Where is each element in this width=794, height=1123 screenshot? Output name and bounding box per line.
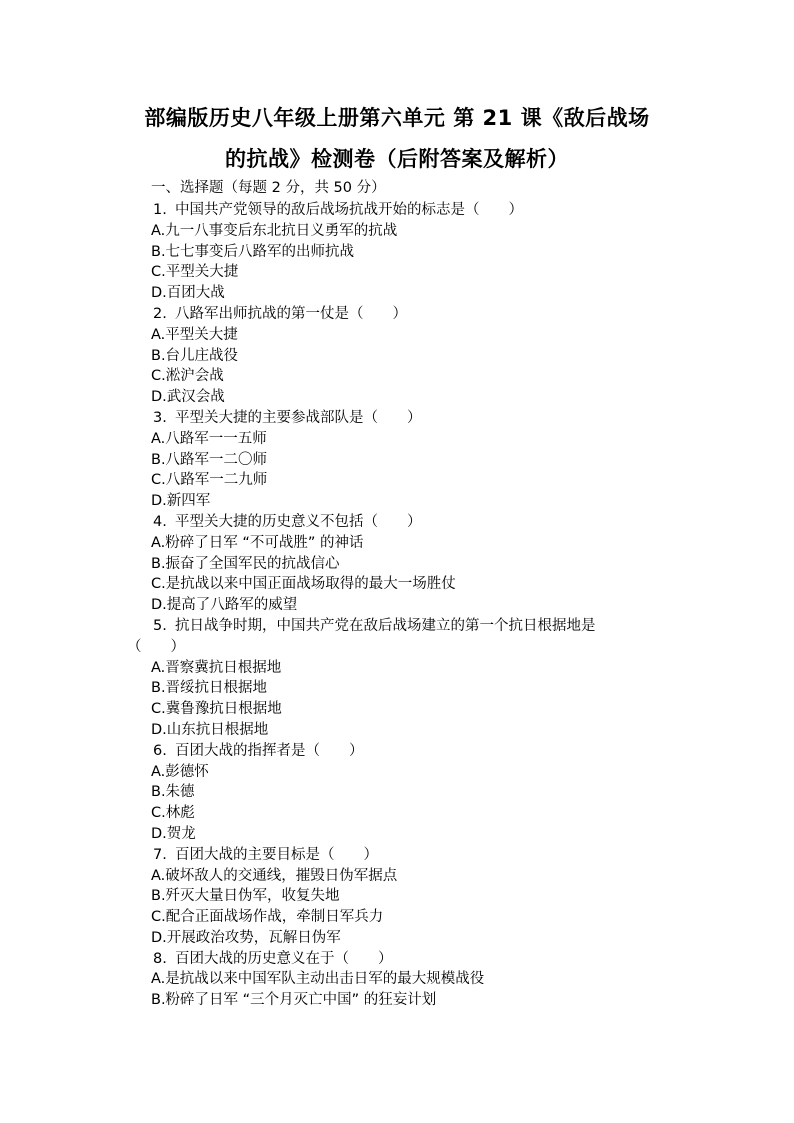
answer-option: A.平型关大捷 [151,326,238,343]
document-title-line-2: 的抗战》检测卷（后附答案及解析） [225,147,569,171]
answer-option: C.配合正面战场作战，牵制日军兵力 [151,909,384,926]
answer-option: C.是抗战以来中国正面战场取得的最大一场胜仗 [151,576,456,593]
question-stem [151,741,691,762]
answer-option: D.提高了八路军的威望 [151,597,298,614]
answer-option: A.破坏敌人的交通线，摧毁日伪军据点 [151,867,398,884]
question-number: 1. [153,202,167,218]
answer-option: D.新四军 [151,493,211,510]
answer-option: C.林彪 [151,805,195,822]
answer-option: A.彭德怀 [151,763,209,780]
question-text: 抗日战争时期，中国共产党在敌后战场建立的第一个抗日根据地是 [175,617,596,634]
answer-option: A.粉碎了日军 “不可战胜” 的神话 [151,534,364,551]
question-text: 百团大战的主要目标是（ ） [175,846,378,863]
section-heading: 一、选择题（每题 2 分，共 50 分） [151,180,386,196]
answer-option: C.冀鲁豫抗日根据地 [151,701,282,718]
question-stem [151,304,691,325]
answer-option: B.七七事变后八路军的出师抗战 [151,243,355,260]
question-number: 3. [153,409,167,426]
question-stem [151,845,691,866]
question-stem [151,408,691,429]
question-list [127,200,691,1011]
question-number: 2. [153,305,167,322]
question-stem [151,949,691,970]
question-stem [151,512,691,533]
answer-option: B.振奋了全国军民的抗战信心 [151,555,340,572]
question-number: 6. [153,742,167,759]
answer-option: B.歼灭大量日伪军，收复失地 [151,888,340,905]
document-title-line-1: 部编版历史八年级上册第六单元 第 21 课《敌后战场 [144,106,650,130]
answer-option: D.百团大战 [151,285,225,302]
question-text: 平型关大捷的主要参战部队是（ ） [175,409,422,426]
question-text: 中国共产党领导的敌后战场抗战开始的标志是（ ） [175,202,523,218]
answer-option: B.八路军一二〇师 [151,451,268,468]
answer-option: A.八路军一一五师 [151,430,267,447]
question-text: 平型关大捷的历史意义不包括（ ） [175,513,422,530]
question-number: 4. [153,513,167,530]
question-number: 5. [153,617,167,634]
question-text-continued: （ ） [127,638,185,655]
question-number: 8. [153,950,167,967]
answer-option: B.粉碎了日军 “三个月灭亡中国” 的狂妄计划 [151,992,437,1009]
answer-option: B.台儿庄战役 [151,347,239,364]
answer-option: A.九一八事变后东北抗日义勇军的抗战 [151,222,398,239]
answer-option: A.晋察冀抗日根据地 [151,659,282,676]
answer-option: B.晋绥抗日根据地 [151,680,268,697]
answer-option: C.淞沪会战 [151,368,224,385]
answer-option: D.开展政治攻势，瓦解日伪军 [151,929,341,946]
answer-option: D.山东抗日根据地 [151,721,269,738]
question-stem [151,200,691,221]
question-number: 7. [153,846,167,863]
answer-option: B.朱德 [151,784,195,801]
question-text: 百团大战的指挥者是（ ） [175,742,364,759]
answer-option: A.是抗战以来中国军队主动出击日军的最大规模战役 [151,971,485,988]
answer-option: D.武汉会战 [151,389,225,406]
answer-option: C.平型关大捷 [151,264,239,281]
answer-option: C.八路军一二九师 [151,472,268,489]
answer-option: D.贺龙 [151,825,196,842]
question-text: 八路军出师抗战的第一仗是（ ） [175,305,407,322]
question-text: 百团大战的历史意义在于（ ） [175,950,393,967]
question-stem [151,616,691,637]
